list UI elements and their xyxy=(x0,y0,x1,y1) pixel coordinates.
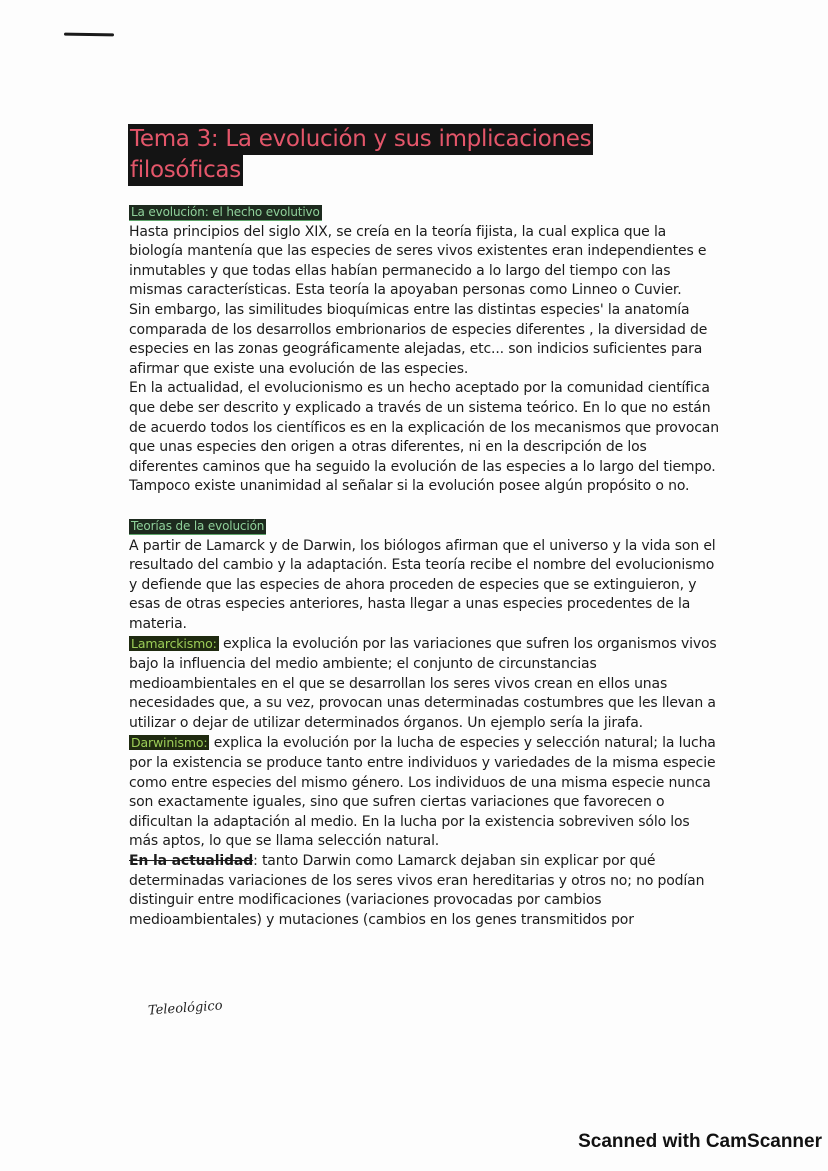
paragraph-evolucionismo: A partir de Lamarck y de Darwin, los biólogos afirman que el universo y la vida son el resultado del cambio y la adaptación. Esta teoría recibe el nombre del evolucionismo y defiende que las especies de ahora proceden de especies que se extinguieron, y esas de otras especies anteriores, hasta llegar a unas especies procedentes de la materia. xyxy=(129,537,716,632)
term-lamarckismo: Lamarckismo: xyxy=(131,636,217,652)
title-line-2: filosóficas xyxy=(128,155,243,186)
limitaciones-text: : tanto Darwin como Lamarck dejaban sin explicar por qué determinadas variaciones de los seres vivos eran hereditarias y otros no; no podían distinguir entre modificaciones (variaciones provocadas por cambios medioambientales) y mutaciones (cambios en los genes transmitidos por xyxy=(129,853,705,928)
handwritten-note: Teleológico xyxy=(147,998,224,1019)
paragraph-fijismo: Hasta principios del siglo XIX, se creía en la teoría fijista, la cual explica que la biología mantenía que las especies de seres vivos existentes eran independientes e inmutables y que todas ellas habían permanecido a lo largo del tiempo con las mismas características. Esta teoría la apoyaban personas como Linneo o Cuvier. xyxy=(129,223,707,299)
section-heading-teorias: Teorías de la evolución xyxy=(131,518,265,533)
document-body xyxy=(129,203,719,930)
camscanner-watermark: Scanned with CamScanner xyxy=(578,1131,822,1152)
section-heading-hecho-evolutivo: La evolución: el hecho evolutivo xyxy=(131,205,320,219)
title-line-1: Tema 3: La evolución y sus implicaciones xyxy=(128,124,593,155)
paragraph-actualidad: En la actualidad, el evolucionismo es un hecho aceptado por la comunidad científica que debe ser descrito y explicado a través de un sistema teórico. En lo que no están de acuerdo todos los científicos es en la explicación de los mecanismos que provocan que unas especies den origen a otras diferentes, ni en la descripción de los diferentes caminos que ha seguido la evolución de las especies a lo largo del tiempo. Tampoco existe unanimidad al señalar si la evolución posee algún propósito o no. xyxy=(129,380,719,495)
paragraph-darwinismo xyxy=(129,733,719,852)
lamarckismo-text: explica la evolución por las variaciones que sufren los organismos vivos bajo la influencia del medio ambiente; el conjunto de circunstancias medioambientales en el que se desarrollan los seres vivos crean en ellos unas necesidades que, a su vez, provocan unas determinadas costumbres que les llevan a utilizar o dejar de utilizar determinados órganos. Un ejemplo sería la jirafa. xyxy=(129,636,717,731)
term-darwinismo: Darwinismo: xyxy=(131,735,208,751)
struck-through-text: En la actualidad xyxy=(129,853,254,869)
paragraph-lamarckismo xyxy=(129,634,719,733)
corner-pen-mark xyxy=(64,33,114,37)
paragraph-limitaciones xyxy=(129,852,719,930)
darwinismo-text: explica la evolución por la lucha de especies y selección natural; la lucha por la existencia se produce tanto entre individuos y variedades de la misma especie como entre especies del mismo género. Los individuos de una misma especie nunca son exactamente iguales, sino que sufren ciertas variaciones que favorecen o dificultan la adaptación al medio. En la lucha por la existencia sobreviven sólo los más aptos, lo que se llama selección natural. xyxy=(129,735,716,850)
paragraph-evidencias: Sin embargo, las similitudes bioquímicas entre las distintas especies' la anatomía comparada de los desarrollos embrionarios de especies diferentes , la diversidad de especies en las zonas geográficamente alejadas, etc... son indicios suficientes para afirmar que existe una evolución de las especies. xyxy=(129,301,708,377)
document-title xyxy=(128,124,688,186)
